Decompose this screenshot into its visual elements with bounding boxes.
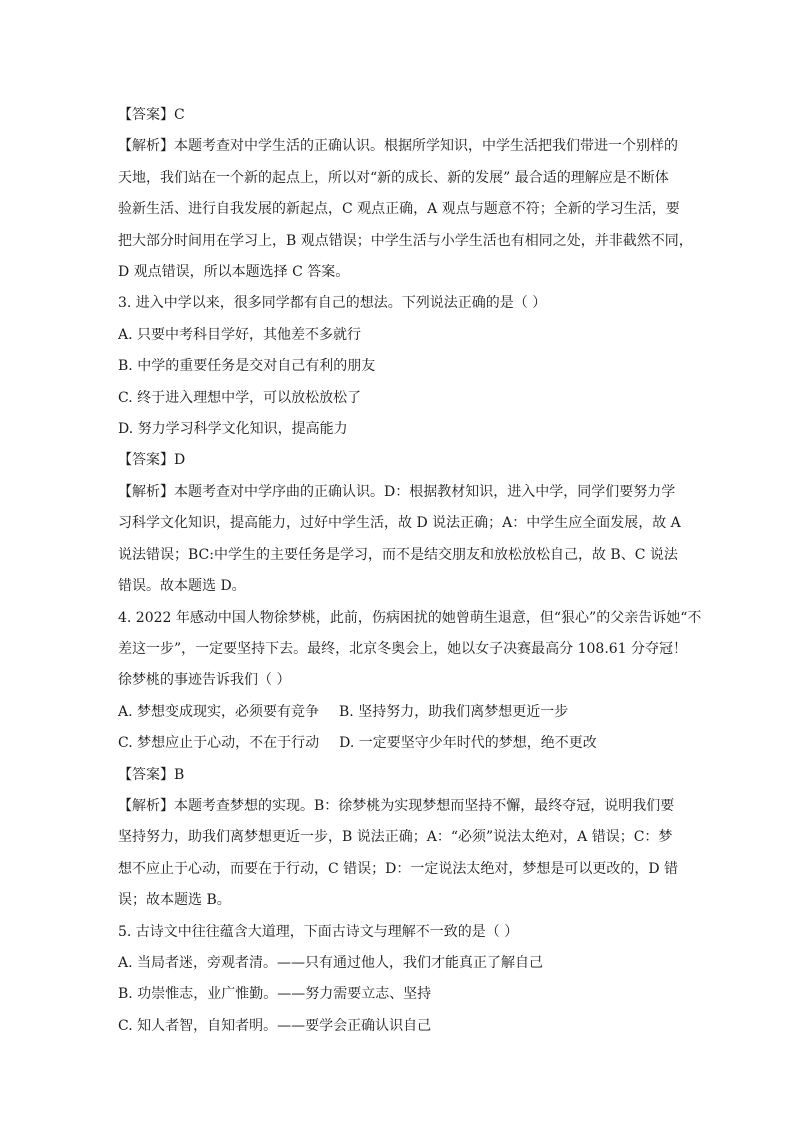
q4-stem-line: 4. 2022 年感动中国人物徐梦桃，此前，伤病困扰的她曾萌生退意，但“狠心”的父亲告诉她“不 (118, 609, 702, 626)
q4-stem-line: 差这一步”，一定要坚持下去。最终，北京冬奥会上，她以女子决赛最高分 108.61 分夺冠！ (118, 640, 688, 657)
q4-stem (118, 603, 702, 697)
q4-option-b: B. 坚持努力，助我们离梦想更近一步 (339, 703, 569, 720)
q5-stem: 5. 古诗文中往往蕴含大道理，下面古诗文与理解不一致的是（ ） (118, 923, 519, 940)
q4-analysis-line: 【解析】本题考查梦想的实现。B：徐梦桃为实现梦想而坚持不懈，最终夺冠，说明我们要 (118, 797, 675, 814)
q3-options (118, 320, 683, 446)
q3-analysis-line: 说法错误；BC:中学生的主要任务是学习，而不是结交朋友和放松放松自己，故 B、C 说法 (118, 546, 678, 563)
q4-analysis-line: 坚持努力，助我们离梦想更近一步，B 说法正确；A：“必须”说法太绝对，A 错误；C：梦 (118, 829, 673, 846)
q4-stem-line: 徐梦桃的事迹告诉我们（ ） (118, 672, 291, 689)
q3-analysis-line: 习科学文化知识，提高能力，过好中学生活，故 D 说法正确；A：中学生应全面发展，故 A (118, 515, 681, 532)
q4-analysis-line: 想不应止于心动，而要在于行动，C 错误；D：一定说法太绝对，梦想是可以更改的，D 错 (118, 860, 679, 877)
q3-option-d: D. 努力学习科学文化知识，提高能力 (118, 421, 348, 438)
q2-analysis-line: D 观点错误，所以本题选择 C 答案。 (118, 264, 350, 281)
q4-options-row-1 (118, 697, 683, 728)
q4-option-d: D. 一定要坚守少年时代的梦想，绝不更改 (339, 735, 597, 752)
page-content (118, 100, 702, 1042)
q4-analysis (118, 791, 683, 917)
q4-answer: 【答案】B (118, 766, 185, 783)
q4-option-c: C. 梦想应止于心动，不在于行动 (118, 735, 320, 752)
q2-analysis-line: 验新生活、进行自我发展的新起点，C 观点正确，A 观点与题意不符；全新的学习生活，要 (118, 201, 680, 218)
q2-analysis (118, 131, 693, 288)
q3-option-c: C. 终于进入理想中学，可以放松放松了 (118, 389, 362, 406)
q5-option-b: B. 功崇惟志，业广惟勤。——努力需要立志、坚持 (118, 986, 432, 1003)
q2-analysis-line: 天地，我们站在一个新的起点上，所以对“新的成长、新的发展” 最合适的理解应是不断体 (118, 169, 669, 186)
q5-option-a: A. 当局者迷，旁观者清。——只有通过他人，我们才能真正了解自己 (118, 954, 544, 971)
q2-analysis-line: 把大部分时间用在学习上，B 观点错误；中学生活与小学生活也有相同之处，并非截然不同， (118, 232, 693, 249)
q3-analysis-line: 【解析】本题考查对中学序曲的正确认识。D：根据教材知识，进入中学，同学们要努力学 (118, 483, 676, 500)
q4-options-row-2 (118, 728, 683, 759)
q3-option-a: A. 只要中考科目学好，其他差不多就行 (118, 326, 362, 343)
q5-options (118, 948, 683, 1042)
q4-option-a: A. 梦想变成现实，必须要有竞争 (118, 703, 320, 720)
q3-stem: 3. 进入中学以来，很多同学都有自己的想法。下列说法正确的是（ ） (118, 295, 547, 312)
q4-analysis-line: 误；故本题选 B。 (118, 892, 231, 909)
q3-answer: 【答案】D (118, 452, 186, 469)
q2-analysis-line: 【解析】本题考查对中学生活的正确认识。根据所学知识，中学生活把我们带进一个别样的 (118, 138, 678, 155)
q2-answer: 【答案】C (118, 107, 185, 123)
q3-analysis (118, 477, 683, 603)
q3-option-b: B. 中学的重要任务是交对自己有利的朋友 (118, 358, 376, 375)
q5-option-c: C. 知人者智，自知者明。——要学会正确认识自己 (118, 1017, 432, 1034)
q3-analysis-line: 错误。故本题选 D。 (118, 578, 246, 595)
